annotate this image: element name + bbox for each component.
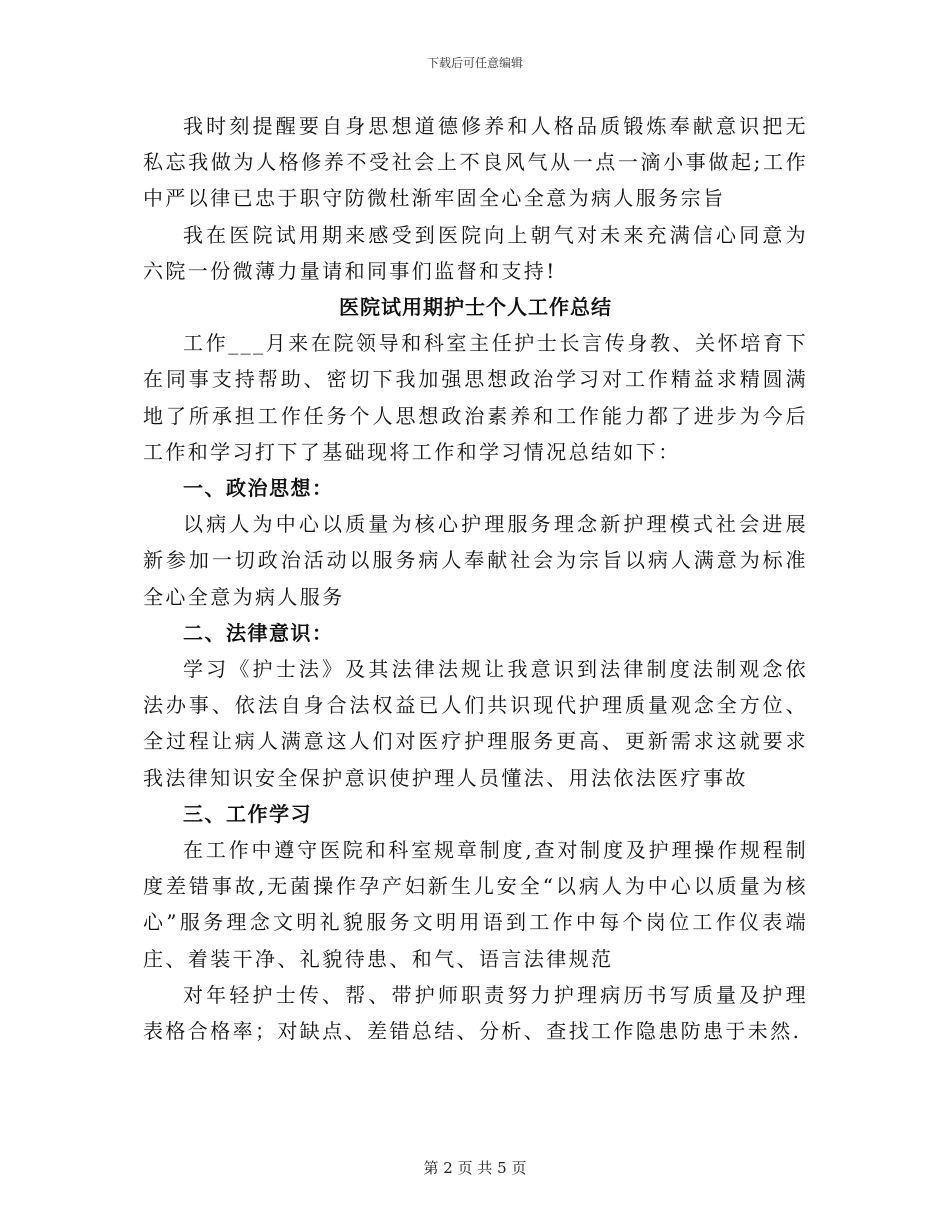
section-heading-political: 一、政治思想： <box>183 476 334 501</box>
opening-paragraph: 工作___月来在院领导和科室主任护士长言传身教、关怀培育下在同事支持帮助、密切下我加强思想政治学习对工作精益求精圆满地了所承担工作任务个人思想政治素养和工作能力都了进步为今后工作和学习打下了基础现将工作和学习情况总结如下： <box>143 331 808 464</box>
section-heading-work-study: 三、工作学习 <box>183 801 312 826</box>
intro-paragraph: 我时刻提醒要自身思想道德修养和人格品质锻炼奉献意识把无私忘我做为人格修养不受社会上不良风气从一点一滴小事做起;工作中严以律已忠于职守防微杜渐牢固全心全意为病人服务宗旨 <box>143 114 808 211</box>
document-title: 医院试用期护士个人工作总结 <box>339 295 612 320</box>
intro-paragraph: 我在医院试用期来感受到医院向上朝气对未来充满信心同意为六院一份微薄力量请和同事们监督和支持! <box>143 222 808 283</box>
page-number: 第 2 页 共 5 页 <box>423 1159 527 1177</box>
document-body <box>143 108 808 1049</box>
section-paragraph: 在工作中遵守医院和科室规章制度,查对制度及护理操作规程制度差错事故,无菌操作孕产妇新生儿安全“以病人为中心以质量为核心”服务理念文明礼貌服务文明用语到工作中每个岗位工作仪表端庄、着装干净、礼貌待患、和气、语言法律规范 <box>143 838 808 971</box>
section-paragraph: 学习《护士法》及其法律法规让我意识到法律制度法制观念依法办事、依法自身合法权益已人们共识现代护理质量观念全方位、全过程让病人满意这人们对医疗护理服务更高、更新需求这就要求我法律知识安全保护意识使护理人员懂法、用法依法医疗事故 <box>143 657 808 790</box>
page-header-note: 下载后可任意编辑 <box>426 56 523 70</box>
section-heading-legal: 二、法律意识： <box>183 620 334 645</box>
section-paragraph: 对年轻护士传、帮、带护师职责努力护理病历书写质量及护理表格合格率；对缺点、差错总结、分析、查找工作隐患防患于未然. <box>143 982 808 1044</box>
section-paragraph: 以病人为中心以质量为核心护理服务理念新护理模式社会进展新参加一切政治活动以服务病人奉献社会为宗旨以病人满意为标准全心全意为病人服务 <box>143 512 808 609</box>
